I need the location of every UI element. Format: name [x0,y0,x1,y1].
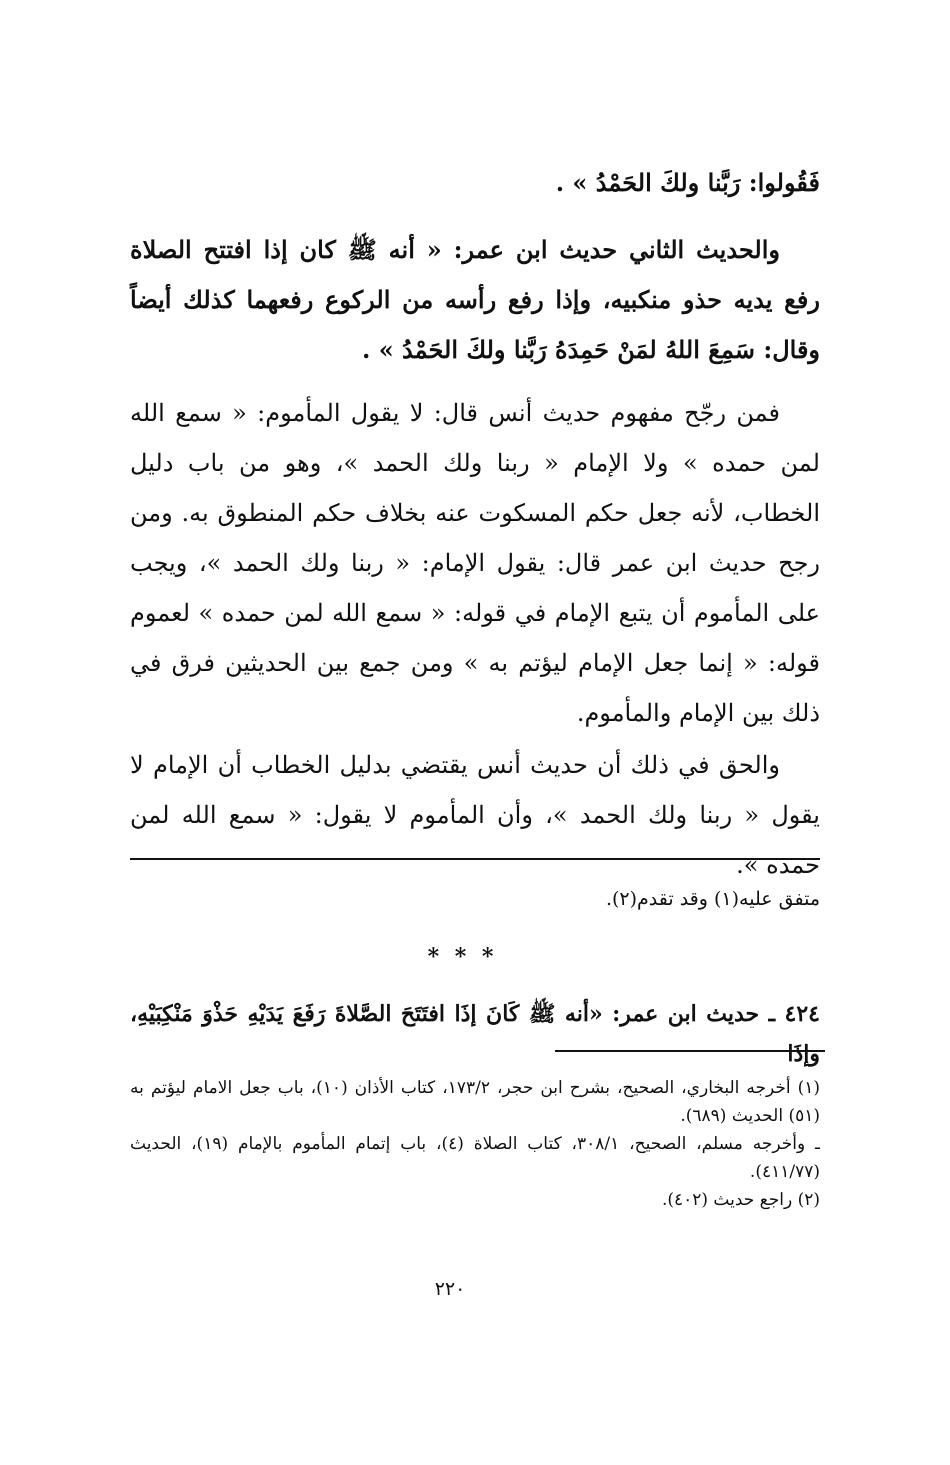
footnote-divider [555,1050,825,1052]
separator-stars: * * * [427,944,498,970]
section-divider [130,858,820,860]
opening-line: فَقُولوا: رَبَّنا ولكَ الحَمْدُ » . [555,168,820,197]
footnote-2: (٢) راجع حديث (٤٠٢). [661,1190,820,1210]
agreed-upon-note: متفق عليه(١) وقد تقدم(٢). [605,888,820,910]
hadith-424-heading: ٤٢٤ ـ حديث ابن عمر: «أنه ﷺ كَانَ إذَا افتَتَحَ الصَّلاةَ رَفَعَ يَدَيْهِ حَذْوَ مَنْكِبَيْهِ، وإذَا [130,1001,820,1067]
paragraph-second-hadith: والحديث الثاني حديث ابن عمر: « أنه ﷺ كان إذا افتتح الصلاة رفع يديه حذو منكبيه، وإذا رفع رأسه من الركوع رفعهما كذلك أيضاً وقال: سَمِعَ اللهُ لمَنْ حَمِدَهُ رَبَّنا ولكَ الحَمْدُ » . [130,235,820,364]
page-number: ٢٢٠ [434,1278,466,1300]
footnote-1-continued: ـ وأخرجه مسلم، الصحيح، ٣٠٨/١، كتاب الصلاة (٤)، باب إتمام المأموم بالإمام (١٩)، الحديث (٤١١/٧٧). [130,1134,821,1182]
footnotes [130,1074,820,1214]
footnote-1: (١) أخرجه البخاري، الصحيح، بشرح ابن حجر، ١٧٣/٢، كتاب الأذان (١٠)، باب جعل الامام ليؤتم به (٥١) الحديث (٦٨٩). [130,1078,821,1126]
paragraph-preference: فمن رجّح مفهوم حديث أنس قال: لا يقول المأموم: « سمع الله لمن حمده » ولا الإمام « ربنا ولك الحمد »، وهو من باب دليل الخطاب، لأنه جعل حكم المسكوت عنه بخلاف حكم المنطوق به. ومن رجح حديث ابن عمر قال: يقول الإمام: « ربنا ولك الحمد »، ويجب على المأموم أن يتبع الإمام في قوله: « سمع الله لمن حمده » لعموم قوله: « إنما جعل الإمام ليؤتم به » ومن جمع بين الحديثين فرق في ذلك بين الإمام والمأموم. [130,399,820,727]
paragraph-conclusion: والحق في ذلك أن حديث أنس يقتضي بدليل الخطاب أن الإمام لا يقول « ربنا ولك الحمد »، وأن المأموم لا يقول: « سمع الله لمن حمده ». [130,751,820,879]
